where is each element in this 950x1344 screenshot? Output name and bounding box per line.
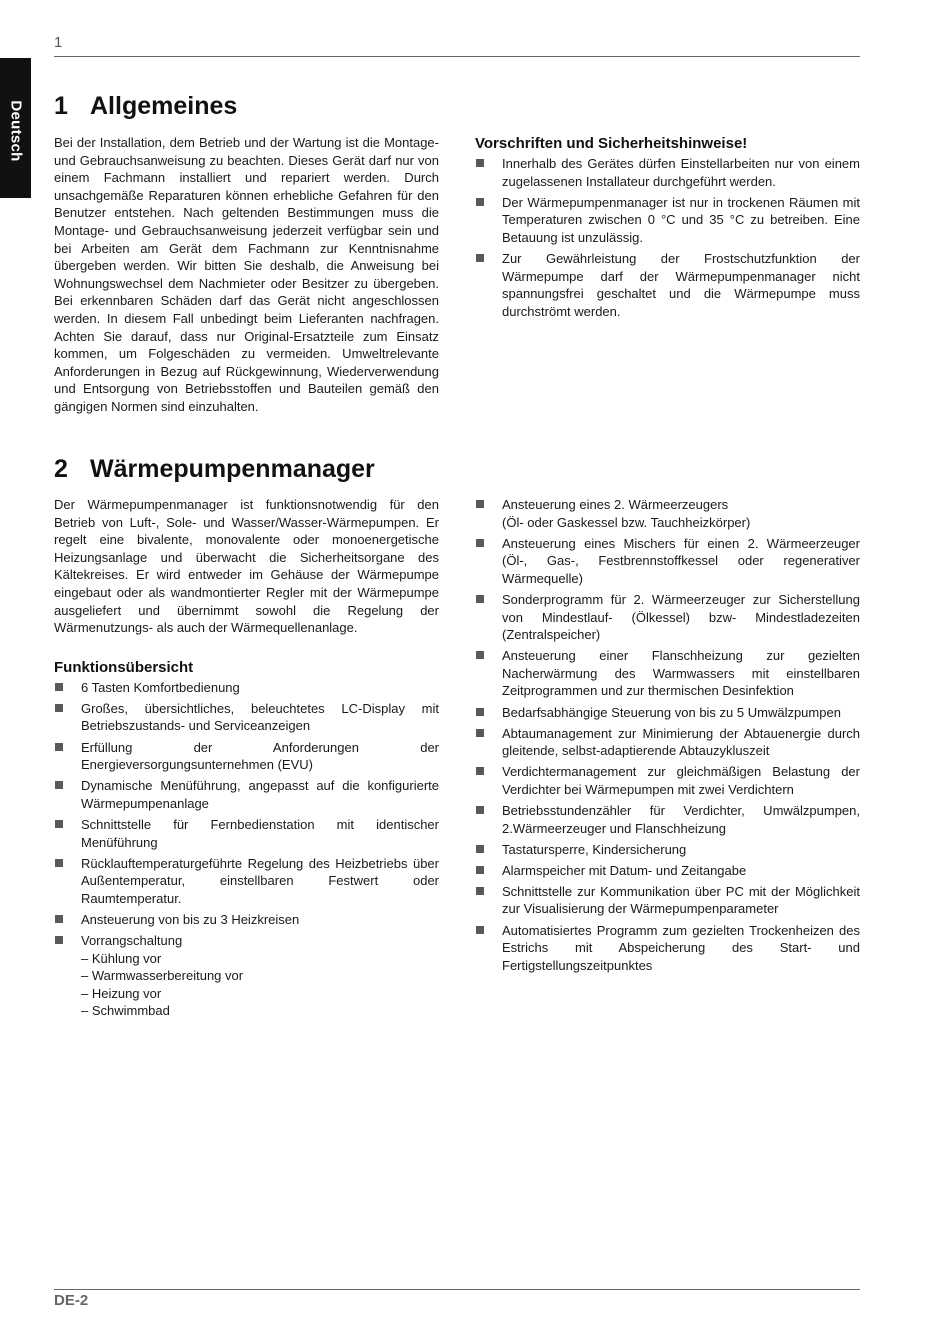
list-item: Alarmspeicher mit Datum- und Zeitangabe — [475, 862, 860, 880]
list-item: Verdichtermanagement zur gleichmäßigen Belastung der Verdichter bei Wärmepumpen mit zwei Verdichtern — [475, 763, 860, 798]
list-item: Ansteuerung eines Mischers für einen 2. Wärmeerzeuger (Öl-, Gas-, Festbrennstoffkessel oder regenerativer Wärmequelle) — [475, 535, 860, 588]
square-bullet-icon — [476, 845, 484, 853]
section-2-intro: Der Wärmepumpenmanager ist funktionsnotwendig für den Betrieb von Luft-, Sole- und Wasser/Wasser-Wärmepumpen. Er regelt eine bivalente, monovalente oder monoenergetische Heizungsanlage und überwacht die Sicherheitsorgane des Kältekreises. Er wird entweder im Gehäuse der Wärmepumpe eingebaut oder als wandmontierter Regler mit der Wärmepumpe ausgeliefert und übernimmt sowohl die Regelung der Wärmenutzungs- als auch der Wärmequellenanlage. — [54, 497, 439, 636]
square-bullet-icon — [55, 781, 63, 789]
square-bullet-icon — [55, 704, 63, 712]
square-bullet-icon — [476, 254, 484, 262]
square-bullet-icon — [476, 708, 484, 716]
square-bullet-icon — [476, 729, 484, 737]
list-item: Schnittstelle zur Kommunikation über PC mit der Möglichkeit zur Visualisierung der Wärmepumpenparameter — [475, 883, 860, 918]
section-2-number: 2 — [54, 455, 68, 483]
section-2-left-column — [54, 496, 439, 1023]
square-bullet-icon — [476, 500, 484, 508]
safety-heading: Vorschriften und Sicherheitshinweise! — [475, 135, 748, 152]
list-item: Erfüllung der Anforderungen der Energieversorgungsunternehmen (EVU) — [54, 739, 439, 774]
features-heading: Funktionsübersicht — [54, 658, 194, 676]
list-item: Tastatursperre, Kindersicherung — [475, 841, 860, 859]
section-1-right-column — [475, 134, 860, 324]
list-item: Automatisiertes Programm zum gezielten Trockenheizen des Estrichs mit Abspeicherung des Start- und Fertigstellungszeitpunktes — [475, 922, 860, 975]
section-2-heading — [54, 455, 375, 484]
square-bullet-icon — [55, 683, 63, 691]
section-2-title: Wärmepumpenmanager — [90, 455, 375, 483]
square-bullet-icon — [476, 595, 484, 603]
list-item: Schnittstelle für Fernbedienstation mit identischer Menüführung — [54, 816, 439, 851]
square-bullet-icon — [55, 820, 63, 828]
square-bullet-icon — [476, 651, 484, 659]
safety-list — [475, 155, 860, 320]
page-number: DE-2 — [54, 1292, 89, 1309]
features-list-right — [475, 496, 860, 974]
list-item: Ansteuerung von bis zu 3 Heizkreisen — [54, 911, 439, 929]
list-item: Dynamische Menüführung, angepasst auf die konfigurierte Wärmepumpenanlage — [54, 777, 439, 812]
section-1-intro: Bei der Installation, dem Betrieb und der Wartung ist die Montage- und Gebrauchsanweisung zu beachten. Dieses Gerät darf nur von einem Fachmann installiert und repariert werden. Durch unsachgemäße Reparaturen können erhebliche Gefahren für den Benutzer entstehen. Nach geltenden Bestimmungen muss die Montage- und Gebrauchsanweisung jederzeit verfügbar sein und bei Arbeiten am Gerät dem Fachmann zur Kenntnisnahme übergeben werden. Wir bitten Sie deshalb, die Anweisung bei Wohnungswechsel dem Nachmieter oder Besitzer zu übergeben. Bei erkennbaren Schäden darf das Gerät nicht angeschlossen werden. In diesem Fall unbedingt beim Lieferanten nachfragen. Achten Sie darauf, dass nur Original-Ersatzteile zum Einsatz kommen, um Folgeschäden zu vermeiden. Umweltrelevante Anforderungen in Bezug auf Rückgewinnung, Wiederverwendung und Entsorgung von Betriebsstoffen und Bauteilen gemäß den gängigen Normen sind einzuhalten. — [54, 135, 439, 414]
square-bullet-icon — [55, 743, 63, 751]
list-item: Großes, übersichtliches, beleuchtetes LC-Display mit Betriebszustands- und Serviceanzeigen — [54, 700, 439, 735]
list-item: Rücklauftemperaturgeführte Regelung des Heizbetriebs über Außentemperatur, einstellbaren Festwert oder Raumtemperatur. — [54, 855, 439, 908]
section-2-right-column — [475, 496, 860, 978]
list-item: Abtaumanagement zur Minimierung der Abtauenergie durch gleitende, selbst-adaptierende Abtauzykluszeit — [475, 725, 860, 760]
list-item: Sonderprogramm für 2. Wärmeerzeuger zur Sicherstellung von Mindestlauf- (Ölkessel) bzw- Mindestladezeiten (Zentralspeicher) — [475, 591, 860, 644]
list-item: Ansteuerung eines 2. Wärmeerzeugers (Öl- oder Gaskessel bzw. Tauchheizkörper) — [475, 496, 860, 531]
square-bullet-icon — [476, 887, 484, 895]
list-item: Der Wärmepumpenmanager ist nur in trockenen Räumen mit Temperaturen zwischen 0 °C und 35 °C zu betreiben. Eine Betauung ist unzulässig. — [475, 194, 860, 247]
square-bullet-icon — [476, 926, 484, 934]
section-1-left-column — [54, 134, 439, 416]
priority-subitem: – Schwimmbad — [81, 1003, 170, 1019]
language-tab-label: Deutsch — [7, 100, 24, 162]
language-tab — [0, 58, 31, 198]
section-1-number: 1 — [54, 92, 68, 120]
list-item: Betriebsstundenzähler für Verdichter, Umwälzpumpen, 2.Wärmeerzeuger und Flanschheizung — [475, 802, 860, 837]
square-bullet-icon — [476, 159, 484, 167]
priority-subitem: – Heizung vor — [81, 985, 162, 1001]
square-bullet-icon — [55, 915, 63, 923]
section-1-heading — [54, 92, 237, 121]
header-divider — [54, 56, 860, 57]
square-bullet-icon — [55, 936, 63, 944]
list-item: 6 Tasten Komfortbedienung — [54, 679, 439, 697]
chapter-number: 1 — [54, 34, 63, 51]
list-item: Zur Gewährleistung der Frostschutzfunktion der Wärmepumpe darf der Wärmepumpenmanager nicht spannungsfrei geschaltet und die Wärmepumpe muss durchströmt werden. — [475, 250, 860, 320]
priority-subitem: – Kühlung vor — [81, 950, 162, 966]
square-bullet-icon — [55, 859, 63, 867]
priority-label: Vorrangschaltung — [81, 932, 183, 948]
square-bullet-icon — [476, 866, 484, 874]
priority-subitem: – Warmwasserbereitung vor — [81, 968, 244, 984]
square-bullet-icon — [476, 539, 484, 547]
square-bullet-icon — [476, 806, 484, 814]
list-item: Bedarfsabhängige Steuerung von bis zu 5 Umwälzpumpen — [475, 704, 860, 722]
list-item-priority — [54, 932, 439, 1020]
features-list-left — [54, 679, 439, 1020]
footer-divider — [54, 1289, 860, 1290]
list-item: Ansteuerung einer Flanschheizung zur gezielten Nacherwärmung des Warmwassers mit einstellbaren Zeitprogrammen und zur thermischen Desinfektion — [475, 647, 860, 700]
list-item: Innerhalb des Gerätes dürfen Einstellarbeiten nur von einem zugelassenen Installateur durchgeführt werden. — [475, 155, 860, 190]
square-bullet-icon — [476, 767, 484, 775]
section-1-title: Allgemeines — [90, 92, 238, 120]
square-bullet-icon — [476, 198, 484, 206]
